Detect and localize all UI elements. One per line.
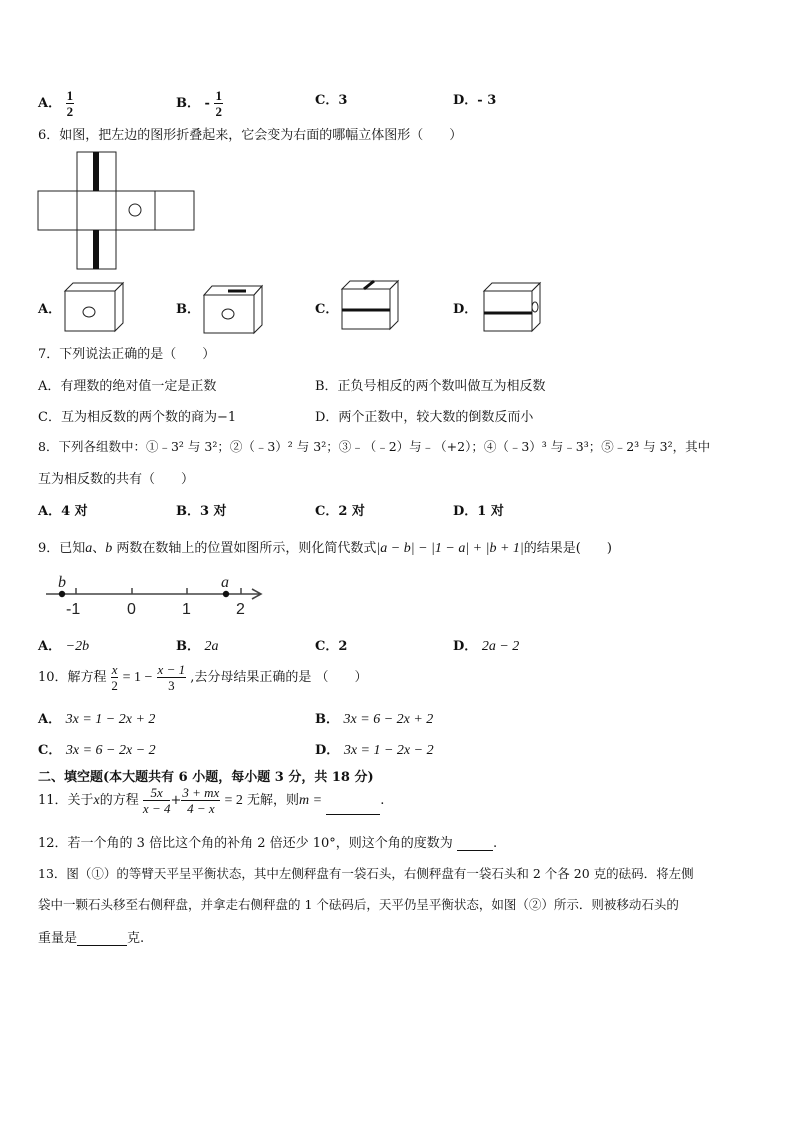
q5-option-b [176,89,223,118]
q7-stem: 7．下列说法正确的是（ ） [38,347,216,362]
q10-stem: 10．解方程 $\frac{x}{2}$ = 1 − $\frac{x - 1}{3}$ ,去分母结果正确的是 （ ） [38,662,368,693]
q5-option-c: C．3 [315,93,348,108]
cube-option-d-circle-side [482,281,546,333]
q13-line2: 袋中一颗石头移至右侧秤盘，并拿走右侧秤盘的 1 个砝码后，天平仍呈平衡状态，如图（②）所示．则被移动石头的 [38,897,679,912]
answer-blank[interactable] [457,838,493,851]
tick-label-neg1: -1 [66,601,81,618]
fraction-x-minus-1-over-3: $\frac{x - 1}{3}$ [157,662,186,693]
q9-option-c: C．2 [315,639,348,654]
fraction-one-half: $\frac{1}{2}$ [66,88,74,119]
q9-option-d: D． 2a − 2 [453,639,520,654]
q7-option-c: C．互为相反数的两个数的商为−1 [38,410,237,425]
q12-stem: 12．若一个角的 3 倍比这个角的补角 2 倍还少 10°，则这个角的度数为 . [38,836,498,851]
q5-option-a [38,89,74,118]
q8-stem-line1: 8．下列各组数中：①﹣3² 与 3²；②（﹣3）² 与 3²；③﹣（﹣2）与﹣（+2）；④（﹣3）³ 与﹣3³；⑤﹣2³ 与 3²，其中 [38,439,711,454]
q7-option-d: D．两个正数中，较大数的倒数反而小 [315,410,534,425]
q9-stem: 9．已知a、b 两数在数轴上的位置如图所示，则化简代数式|a − b| − |1 − a| + |b + 1|的结果是( ) [38,541,612,556]
q6-option-c-label: C． [315,302,339,317]
option-label: B． [176,96,200,111]
q8-option-a: A．4 对 [38,504,88,519]
q8-stem-line2: 互为相反数的共有（ ） [38,472,195,487]
q9-option-a: A． −2b [38,639,90,654]
minus-sign: - [204,96,210,111]
tick-label-2: 2 [236,601,245,618]
q7-option-b: B．正负号相反的两个数叫做互为相反数 [315,379,546,394]
q6-option-a-label: A． [38,302,62,317]
q6-stem: 6．如图，把左边的图形折叠起来，它会变为右面的哪幅立体图形（ ） [38,128,463,143]
q11-stem: 11．关于x的方程 $\frac{5x}{x - 4}$ + $\frac{3 + mx}{4 - x}$ = 2 无解，则m = . [38,785,385,816]
q8-option-d: D．1 对 [453,504,504,519]
point-a-dot [223,591,229,597]
q13-line3: 重量是 克. [38,931,145,946]
q10-option-c: C． 3x = 6 − 2x − 2 [38,743,156,758]
number-line [44,572,266,620]
q8-option-c: C．2 对 [315,504,365,519]
point-b-dot [59,591,65,597]
option-label: A． [38,96,62,111]
cube-option-a-circle-front [63,281,125,333]
q8-option-b: B．3 对 [176,504,227,519]
fraction-x-over-2: $\frac{x}{2}$ [111,662,118,693]
q5-option-d: D．- 3 [453,93,497,108]
q6-option-b-label: B． [176,302,200,317]
cube-net-diagram [38,152,198,270]
q9-expression: |a − b| − |1 − a| + |b + 1| [376,541,524,556]
q10-option-d: D． 3x = 1 − 2x − 2 [315,743,434,758]
cube-option-c-stripe-wrap [340,279,402,331]
answer-blank[interactable] [77,933,127,946]
answer-blank[interactable] [326,802,380,815]
q13-line1: 13．图（①）的等臂天平呈平衡状态，其中左侧秤盘有一袋石头，右侧秤盘有一袋石头和 2 个各 20 克的砝码．将左侧 [38,866,694,881]
q7-option-a: A．有理数的绝对值一定是正数 [38,379,217,394]
tick-label-1: 1 [182,601,191,618]
fraction-3-plus-mx-over-4-minus-x: $\frac{3 + mx}{4 - x}$ [182,785,220,816]
fraction-5x-over-x-minus-4: $\frac{5x}{x - 4}$ [142,785,171,816]
q10-option-b: B． 3x = 6 − 2x + 2 [315,712,434,727]
q9-option-b: B． 2a [176,639,219,654]
point-b-label: b [58,574,66,591]
point-a-label: a [221,574,229,591]
q6-option-d-label: D． [453,302,478,317]
cube-option-b-stripe-top [202,283,266,335]
q10-option-a: A． 3x = 1 − 2x + 2 [38,712,156,727]
fraction-one-half: $\frac{1}{2}$ [215,88,222,119]
tick-label-0: 0 [127,601,136,618]
section-title: 二、填空题(本大题共有 6 小题，每小题 3 分，共 18 分) [38,770,374,785]
